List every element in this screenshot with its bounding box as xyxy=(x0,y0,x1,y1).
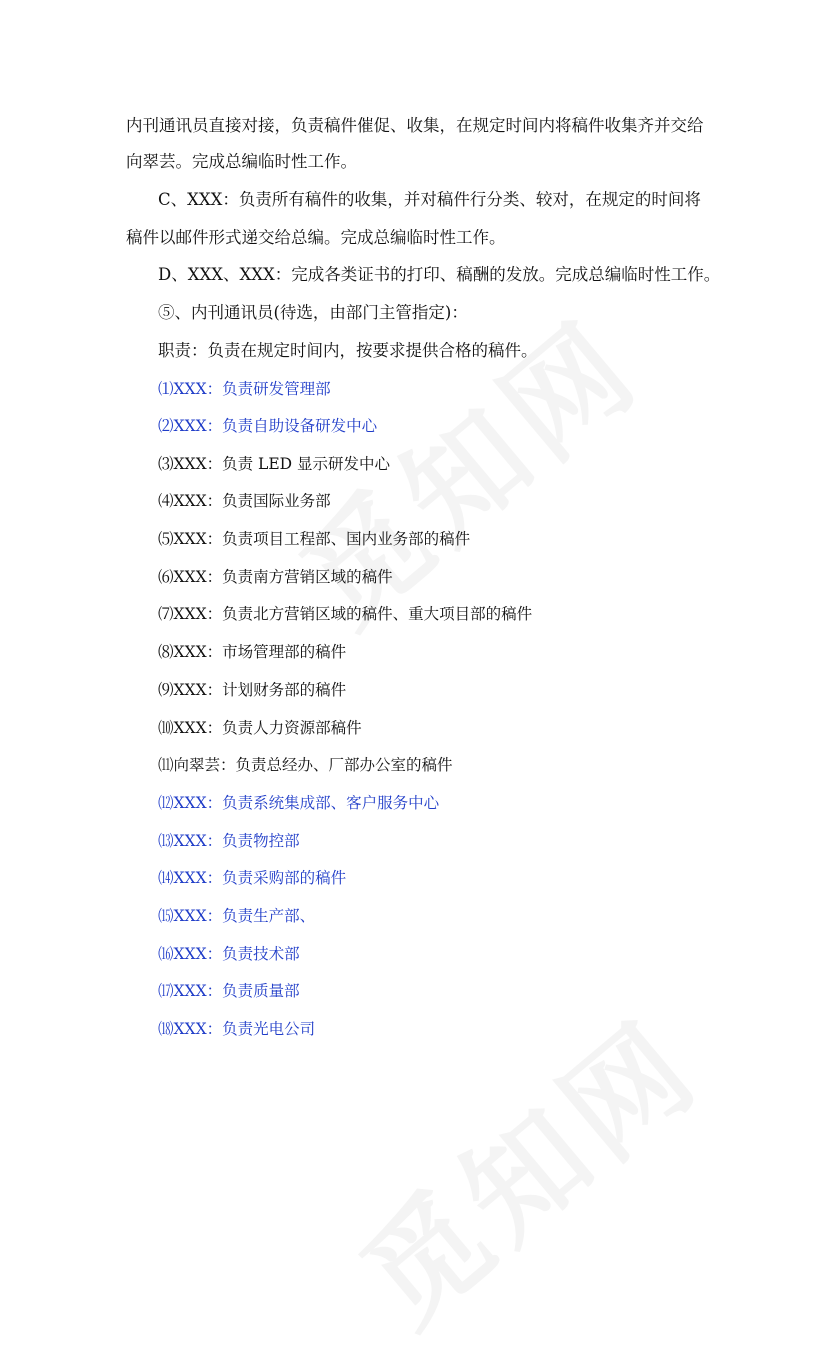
list-item: ⒂XXX：负责生产部、 xyxy=(158,907,316,925)
duty-line: 职责：负责在规定时间内，按要求提供合格的稿件。 xyxy=(158,341,538,360)
list-item: ⑽XXX：负责人力资源部稿件 xyxy=(158,719,362,737)
paragraph-line: 稿件以邮件形式递交给总编。完成总编临时性工作。 xyxy=(126,228,506,247)
list-item: ⒁XXX：负责采购部的稿件 xyxy=(158,869,347,887)
list-item: ⑶XXX：负责 LED 显示研发中心 xyxy=(158,455,390,473)
list-item: ⒃XXX：负责技术部 xyxy=(158,945,300,963)
list-item: ⒄XXX：负责质量部 xyxy=(158,982,300,1000)
list-item: ⑹XXX：负责南方营销区域的稿件 xyxy=(158,568,393,586)
list-item: ⒀XXX：负责物控部 xyxy=(158,832,300,850)
list-item: ⒅XXX：负责光电公司 xyxy=(158,1020,316,1038)
paragraph-line: 向翠芸。完成总编临时性工作。 xyxy=(126,152,357,171)
list-item: ⑷XXX：负责国际业务部 xyxy=(158,492,331,510)
paragraph-line: 内刊通讯员直接对接，负责稿件催促、收集，在规定时间内将稿件收集齐并交给 xyxy=(126,116,704,135)
list-item: ⑾向翠芸：负责总经办、厂部办公室的稿件 xyxy=(158,756,453,774)
list-item: ⑵XXX：负责自助设备研发中心 xyxy=(158,417,378,435)
section-heading: ⑤、内刊通讯员(待选，由部门主管指定)： xyxy=(158,303,468,322)
list-item: ⑿XXX：负责系统集成部、客户服务中心 xyxy=(158,794,440,812)
list-item: ⑼XXX：计划财务部的稿件 xyxy=(158,681,347,699)
list-item: ⑸XXX：负责项目工程部、国内业务部的稿件 xyxy=(158,530,471,548)
watermark xyxy=(320,975,729,1357)
list-item: ⑴XXX：负责研发管理部 xyxy=(158,380,331,398)
list-item: ⑻XXX：市场管理部的稿件 xyxy=(158,643,347,661)
paragraph-line: C、XXX：负责所有稿件的收集，并对稿件行分类、较对，在规定的时间将 xyxy=(158,190,701,209)
paragraph-line: D、XXX、XXX：完成各类证书的打印、稿酬的发放。完成总编临时性工作。 xyxy=(158,265,721,284)
list-item: ⑺XXX：负责北方营销区域的稿件、重大项目部的稿件 xyxy=(158,605,533,623)
